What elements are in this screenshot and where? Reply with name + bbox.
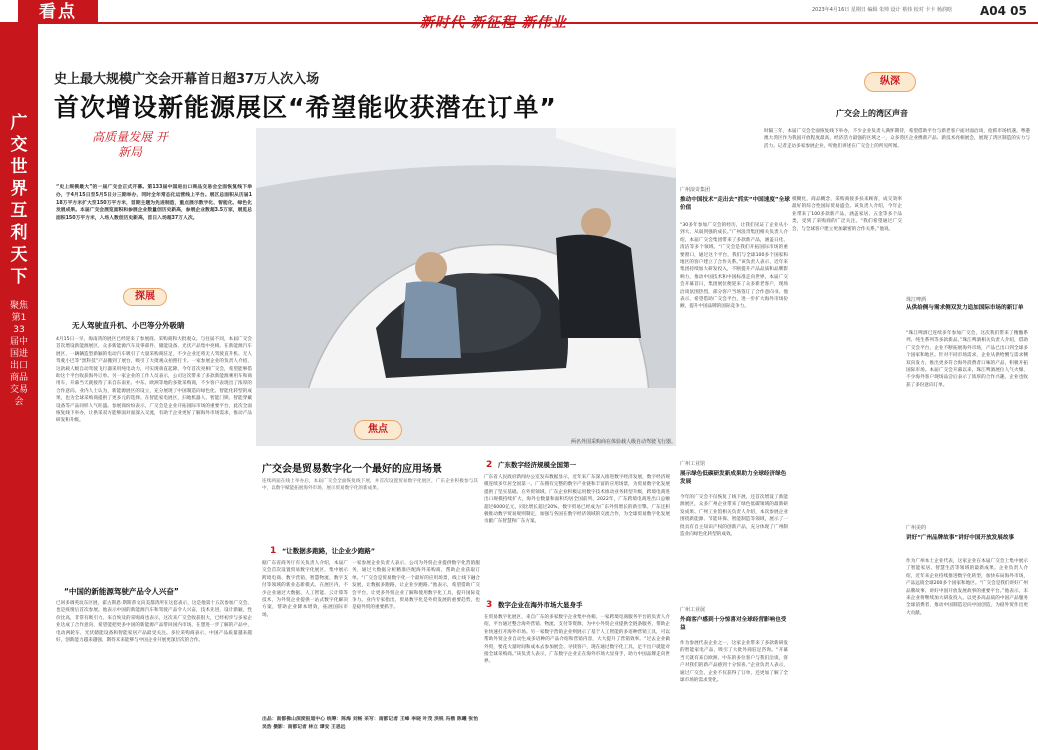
number-marker-3: 3	[486, 600, 493, 610]
block-1-org: 广州浪奇集团	[680, 187, 711, 193]
page-number: A04 05	[980, 4, 1027, 18]
block-1-title: 推动中国技术“走出去”抓实“中国速度”全球价值	[680, 197, 790, 211]
block-1-body: “30多年参加广交会的经历，让我们见证了企业从小到大、从弱到强的成长。”广州浪奇集团相关负责人介绍，本届广交会集团带来了多款新产品，涵盖日化、清洁等多个领域。“广交会是我们开拓国际市场的重要窗口，通过这个平台，我们与全球100多个国家和地区的客户建立了合作关系。”该负责人表示，近年来集团持续加大研发投入，不断提升产品品质和品牌影响力，推动中国技术和中国标准走向世界。本届广交会开幕首日，集团展位便迎来了众多新老客户，现场洽谈氛围热烈，部分客户当场签订了合作意向书。他表示，希望借助广交会平台，进一步扩大海外市场份额，提升中国品牌的国际竞争力。	[680, 223, 788, 310]
section-tag-tansuo: 探展	[123, 288, 167, 306]
body-column-1: 4月15日一早，海南湾的展区已经迎来了参展商、采购商和大批观众。与往届不同，本届广交会首次增设新能源展区，众多新能源汽车及零部件、储能设备、光伏产品集中亮相。在新能源汽车展区，一辆辆造型新颖的电动汽车吸引了大量采购商驻足，不少企业还将无人驾驶直升机、无人驾驶小巴等“黑科技”产品搬到了展台，吸引了大批观众拍照打卡。一家参展企业的负责人介绍，这款载人级自动驾驶飞行器采用纯电动力，可实现垂直起降，今年首次亮相广交会，希望能够借助这个平台收获海外订单。另一家企业的工作人员表示，公司这次带来了多款新能源乘用车和商用车，开幕当天就接待了来自东南亚、中东、欧洲等地的多批采购商，不少客户表现出了浓厚的合作意向。业内人士认为，新能源展区的设立，充分展现了中国制造向绿色化、智能化转型的成果，也为全球采购商提供了更多元的选择。在智能家电展区，扫地机器人、智能门锁、智能穿戴设备等产品同样人气旺盛。参展商纷纷表示，广交会是企业开拓国际市场的重要平台，此次全面恢复线下举办，让供采双方能够面对面深入交流，有助于企业更好了解海外市场需求，推动产品研发和升级。	[56, 337, 252, 424]
photo-caption: 两名外国采购商在体验载人级自动驾驶飞行器。	[570, 439, 676, 445]
section-label: 看点	[18, 0, 98, 24]
lead-paragraph: “史上规模最大”的一届广交会正式开幕。第133届中国进出口商品交易会全面恢复线下举办，于4月15日至5月5日分三期举办，同时全年常态化运营线上平台。展区总面积从历届118万平方米扩大至150万平方米，首期主题为先进制造，重点展示数字化、智能化、绿色化发展成果。本届广交会展览面积和参展企业数量创历史新高，参展企业数超3.5万家，展览总面积150万平方米，入场人数创历史新高，首日入场超37万人次。	[56, 185, 252, 222]
sidebar-title: 广交世界 互利天下	[10, 113, 28, 287]
block-2-org: 广州工业馆	[680, 461, 706, 467]
block-2-body: 今年的广交会不仅恢复了线下展，还首次增设了新能源展区，众多广州企业带来了绿色低碳领域的最新研发成果。广州工业馆相关负责人介绍，本次参展企业围绕新能源、节能环保、智能制造等领域，展示了一批具有自主知识产权的创新产品，充分体现了广州制造业向绿色化转型的成效。	[680, 495, 788, 538]
block-6-org: 广州美的	[906, 525, 927, 531]
right-subheading-1: 广东数字经济规模全国第一	[498, 461, 576, 469]
block-3-org: 广州工业展	[680, 607, 706, 613]
stamp-slogan: 高质量发展 开新局	[92, 130, 168, 159]
center-column-2: 一家参展企业负责人表示，公司为外贸企业提供数字化营销服务，通过大数据分析精准匹配海外采购商，帮助企业获取订单。“广交会是贸易数字化一个最好的应用场景，线上线下融合发展，让数据多跑路，让企业少跑路。”他表示，希望借助广交会平台，让更多外贸企业了解和使用数字化工具，提升国际竞争力。业内专家指出，贸易数字化是外贸发展的重要趋势，也是稳外贸的重要抓手。	[352, 561, 480, 611]
slogan: 新时代 新征程 新伟业	[420, 15, 567, 31]
subheading-2: “中国的新能源驾驶产品令人兴奋”	[64, 587, 179, 596]
section-tag-jiaodian: 焦点	[354, 420, 402, 440]
right-column-2: 在贸易数字化展区，来自广东的多家数字企业集中亮相。一家跨境电商服务平台的负责人介绍，平台通过整合海外营销、物流、支付等资源，为中小外贸企业提供全链条服务，帮助企业快速打开海外市场。另一家数字营销企业则展示了基于人工智能的多语种营销工具，可以帮助外贸企业自动生成多语种的产品介绍和营销内容，大大提升了营销效率。“过去企业做外贸，要花大量时间和成本去参加展会、寻找客户，现在通过数字化工具，足不出户就能对接全球采购商。”该负责人表示，广东数字企业正在海外市场大显身手，助力中国品牌走向世界。	[484, 615, 670, 665]
kicker: 史上最大规模广交会开幕首日超37万人次入场	[54, 72, 320, 87]
right-article-intro: 时隔三年，本届广交会全面恢复线下举办，不少企业负责人满怀期待，希望借助平台与新老客户面对面洽谈，抢抓市场机遇。粤港澳大湾区作为我国开放程度最高、经济活力最强的区域之一，众多湾区企业携新产品、新技术亮相展会，展现了湾区制造的实力与活力。记者走访多家参展企业，听他们讲述在广交会上的所见所闻。	[764, 129, 1030, 149]
block-4-body: 模糊化，商品概念，采购商接多扶来顾客，成交效率最好的综合性国际贸易盛会。该负责人介绍，今年企业带来了100多款新产品，涵盖家居、五金等多个品类，受到了采购商的广泛关注。“我们希望通过广交会，与全球客户建立更加紧密的合作关系。”他说。	[792, 197, 902, 232]
credits-box: 出品：南都佛山深度报道中心 统筹：陈海 刘畅 采写：南都记者 王峰 李晓 叶茂 洪锐 冯楷 陈曦 张怡 吴浩 摄影：南都记者 林立 谭安 王思远	[262, 717, 478, 730]
block-5-title: 从供给侧与需求侧双发力追加国际市场的新订单	[906, 305, 1024, 311]
block-5-body: “珠江啤酒已连续多年参加广交会，这次我们带来了精酿系列、纯生系列等多款新品。”珠江啤酒相关负责人介绍，借助广交会平台，企业不断拓展海外市场，产品已出口到全球多个国家和地区。针对不同市场需求，企业从供给侧与需求侧双向发力，推出更多符合海外消费者口味的产品，积极开拓国际市场。本届广交会开幕以来，珠江啤酒展位人气火爆，不少海外客户现场品尝后表示了浓厚的合作兴趣，企业也收获了多份意向订单。	[906, 331, 1028, 388]
body-column-1b: 已回多调英坟东区展，霍古斯恩·斯斯蒂文向美都湾所在这套表示，这是他第十五次参加广交会，也是疫情后首次参展。他表示中国的新能源汽车和驾驶产品令人兴奋，技术先进，设计新颖，性价比高，非常有吸引力。来自埃及的采购商也表示，这次来广交会收获很大，已经初步与多家企业达成了合作意向，希望能把更多中国的新能源产品带回国内市场。在想进一步了解的产品中，电动两轮车、光伏储能设备和智能家居产品最受关注。多位采购商表示，中国产品质量越来越好，创新能力越来越强，期待未来能够与中国企业开展更深层次的合作。	[56, 601, 252, 644]
headline: 首次增设新能源展区“希望能收获潜在订单”	[54, 93, 557, 122]
block-6-title: 讲好“广州品牌故事”讲好中国开放发展故事	[906, 535, 1015, 541]
main-photo	[256, 128, 676, 446]
section-tag-zongshen: 纵深	[864, 72, 916, 92]
block-6-body: 作为广州本土企业代表，这家企业在本届广交会上集中展示了智能家居、智慧生活等领域的最新成果。企业负责人介绍，近年来企业持续推进数字化转型，加快布局海外市场，产品远销全球200多个国家和地区。“广交会是我们讲好广州品牌故事、讲好中国开放发展故事的重要平台。”他表示，未来企业将继续加大研发投入，以更多高品质的中国产品服务全球消费者，推动中国制造迈向中国创造，为稳外贸作出更大贡献。	[906, 559, 1028, 616]
block-5-org: 珠江啤酒	[906, 297, 927, 303]
sidebar-subtitle: 聚焦第133届中国进出口商品交易会	[10, 301, 29, 407]
center-subheading-1: “让数据多跑路，让企业少跑路”	[282, 547, 376, 555]
number-marker-1: 1	[270, 546, 277, 556]
right-column-1: 广东省人民政府新闻办公室发布数据显示，近年来广东深入推进数字经济发展，数字经济规模连续多年居全国第一。广东拥有完整的数字产业链和丰富的应用场景，为贸易数字化发展提供了坚实基础。在外贸领域，广东企业积极运用数字技术推动业务转型升级，跨境电商进出口规模持续扩大，海外仓数量和面积均居全国前列。2022年，广东跨境电商进出口总额超过6000亿元，同比增长超过20%，数字贸易已经成为广东外贸增长的新引擎。广东还积极推动数字贸易规则制定，加强与各国在数字经济领域的交流合作，为全球贸易数字化发展贡献广东智慧和广东方案。	[484, 475, 670, 525]
right-article-title: 广交会上的湾区声音	[836, 109, 908, 118]
center-column-1: 据广东省商务厅有关负责人介绍，本届广交会首次设置贸易数字化展区，集中展示跨境电商、数字营销、智慧物流、数字支付等领域的新业态新模式。在展区内，不少企业通过大数据、人工智能、云计算等技术，为外贸企业提供一站式数字化解决方案，帮助企业降本增效，拓展国际市场。	[262, 561, 348, 618]
center-article-title: 广交会是贸易数字化一个最好的应用场景	[262, 464, 442, 475]
center-article-dek: 连续两届在线上举办后，本届广交会全面恢复线下展，并首次设置贸易数字化展区，广东企业积极参与其中，以数字赋能拓展海外市场，展示贸易数字化的新成果。	[262, 479, 478, 492]
block-3-title: 外商客户感到十分惊喜对全球经营影响也受益	[680, 617, 787, 631]
block-2-title: 展示绿色低碳研发新成果助力全球经济绿色发展	[680, 471, 787, 485]
right-subheading-2: 数字企业在海外市场大显身手	[498, 601, 583, 609]
photo-illustration	[256, 128, 676, 446]
block-3-body: 作为参展代表企业之一，这家企业带来了多款新研发的智能家电产品，吸引了大批外商驻足咨询。“开幕当天就有来自欧洲、中东的多位客户与我们洽谈，客户对我们的新产品感到十分惊喜。”企业负责人表示，通过广交会，企业不仅获得了订单，还更加了解了全球市场的需求变化。	[680, 641, 788, 684]
header-meta: 2023年4月16日 星期日 编辑 朱帅 设计 蔡炜 校对 卡卡 杨润晗	[812, 7, 952, 13]
subheading-1: 无人驾驶直升机、小巴等分外吸睛	[72, 321, 185, 330]
number-marker-2: 2	[486, 460, 493, 470]
